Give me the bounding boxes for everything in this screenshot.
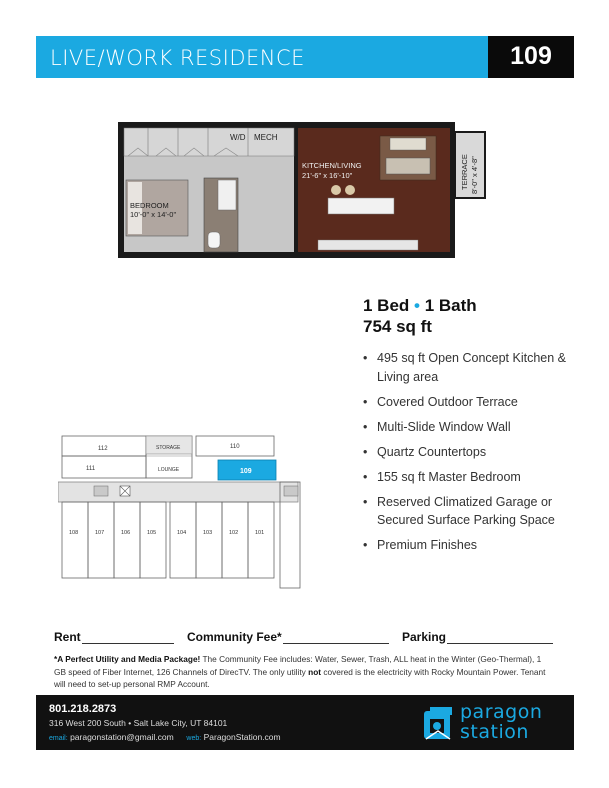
- header: [36, 36, 574, 78]
- mech-label: MECH: [254, 133, 278, 142]
- unit-101: 101: [255, 530, 265, 536]
- page-title: LIVE/WORK RESIDENCE: [36, 36, 488, 78]
- beds: 1 Bed: [363, 296, 410, 315]
- rent-label: Rent: [54, 630, 81, 644]
- footnote-not: not: [308, 666, 322, 677]
- feature-item: • Multi-Slide Window Wall: [363, 418, 573, 437]
- bed-bath: [363, 296, 573, 316]
- unit-112: 112: [98, 446, 108, 452]
- web-label: web:: [186, 735, 202, 742]
- kitchen-dims: 21'-6" x 16'-10": [302, 171, 353, 180]
- feature-item: • Quartz Countertops: [363, 443, 573, 462]
- paragon-station-logo: [422, 699, 572, 747]
- building-key-plan: [58, 432, 303, 592]
- footer: [36, 695, 574, 750]
- web-link[interactable]: ParagonStation.com: [203, 732, 281, 742]
- feature-item: • 155 sq ft Master Bedroom: [363, 468, 573, 487]
- square-footage: 754 sq ft: [363, 317, 432, 336]
- baths: 1 Bath: [424, 296, 477, 315]
- feature-item: • Premium Finishes: [363, 536, 573, 555]
- bedroom-label: BEDROOM: [130, 201, 169, 210]
- community-fee-field: [187, 630, 389, 644]
- email-link[interactable]: paragonstation@gmail.com: [70, 732, 174, 742]
- feature-item: • 495 sq ft Open Concept Kitchen & Living area: [363, 349, 573, 386]
- parking-label: Parking: [402, 630, 447, 644]
- contact-line: [49, 732, 281, 742]
- unit-102: 102: [229, 530, 239, 536]
- community-fee-label: Community Fee*: [187, 630, 282, 644]
- unit-111: 111: [86, 466, 96, 472]
- unit-108: 108: [69, 530, 79, 536]
- kitchen-label: KITCHEN/LIVING: [302, 161, 362, 170]
- bedroom-dims: 10'-0" x 14'-0": [130, 210, 177, 219]
- unit-105: 105: [147, 530, 157, 536]
- feature-item: • Covered Outdoor Terrace: [363, 393, 573, 412]
- unit-106: 106: [121, 530, 131, 536]
- footnote-lead: *A Perfect Utility and Media Package!: [54, 654, 201, 664]
- logo-text-paragon: paragon: [460, 701, 543, 723]
- footnote-text-2: covered is the electricity with Rocky Mountain Power. Tenant will need to set-up personal RMP Account.: [54, 666, 546, 689]
- address: 316 West 200 South • Salt Lake City, UT 84101: [49, 718, 228, 728]
- sofa: [386, 158, 430, 174]
- unit-specs: [363, 296, 573, 561]
- unit-number: 109: [488, 36, 574, 78]
- community-fee-blank-line: [283, 632, 389, 644]
- separator-dot: •: [414, 296, 420, 315]
- logo-mark-icon: [422, 703, 456, 743]
- kitchen-island: [328, 198, 394, 214]
- terrace-label: TERRACE: [460, 154, 469, 190]
- lounge-label: LOUNGE: [158, 467, 180, 473]
- utility-footnote: [54, 653, 554, 691]
- parking-field: [402, 630, 553, 644]
- storage-label: STORAGE: [156, 445, 181, 451]
- rent-field: [54, 630, 174, 644]
- unit-109: 109: [240, 468, 252, 475]
- parking-blank-line: [447, 632, 553, 644]
- terrace-dims: 8'-0" x 4'-8": [470, 156, 479, 194]
- unit-110: 110: [230, 444, 240, 450]
- fees-row: [54, 630, 554, 646]
- email-label: email:: [49, 735, 68, 742]
- floor-plan: [118, 120, 488, 260]
- unit-104: 104: [177, 530, 187, 536]
- rent-blank-line: [82, 632, 174, 644]
- phone-number[interactable]: 801.218.2873: [49, 703, 117, 715]
- footnote-text-1: The Community Fee includes: Water, Sewer, Trash, ALL heat in the Winter (Geo-Thermal), 1 GB speed of Fiber Internet, 126 Channels of DirecTV. The only utility: [54, 654, 542, 677]
- logo-text-station: station: [460, 721, 529, 743]
- feature-list: [363, 349, 573, 555]
- unit-103: 103: [203, 530, 213, 536]
- wd-label: W/D: [230, 133, 246, 142]
- feature-item: • Reserved Climatized Garage or Secured Surface Parking Space: [363, 493, 573, 530]
- unit-107: 107: [95, 530, 105, 536]
